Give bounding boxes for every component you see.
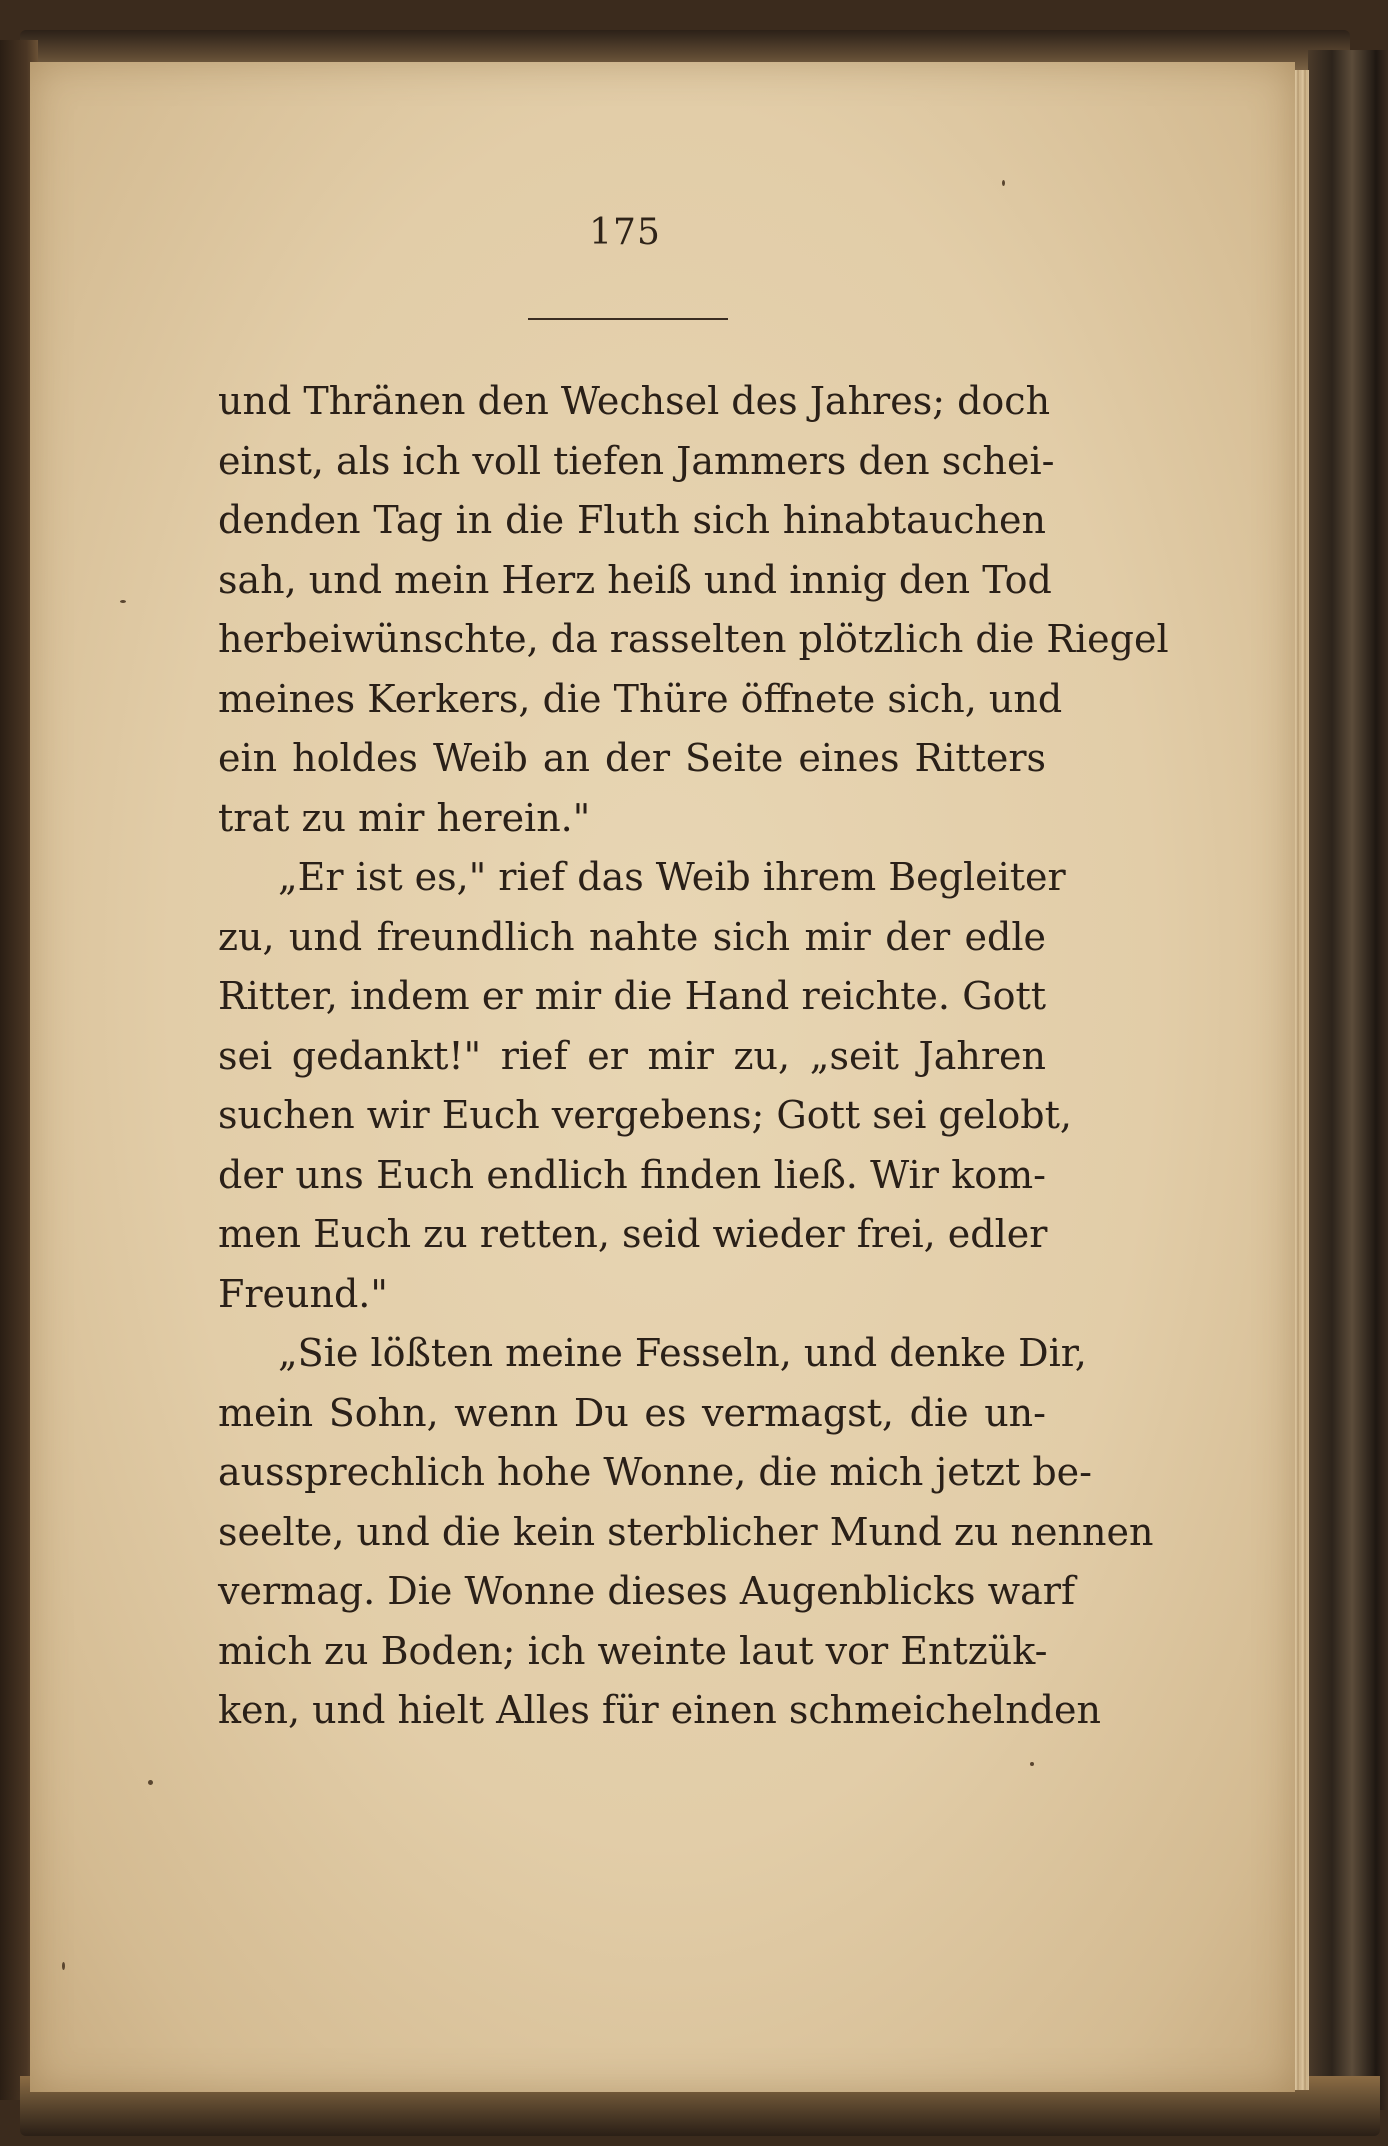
text-line: Ritter, indem er mir die Hand reichte. Gott bbox=[218, 974, 1046, 1018]
text-line: und Thränen den Wechsel des Jahres; doch bbox=[218, 379, 1051, 423]
text-line: sei gedankt!" rief er mir zu, „seit Jahren bbox=[218, 1033, 1046, 1078]
text-line: mich zu Boden; ich weinte laut vor Entzük- bbox=[218, 1628, 1048, 1673]
text-line: aussprechlich hohe Wonne, die mich jetzt be- bbox=[218, 1450, 1092, 1494]
text-line: seelte, und die kein sterblicher Mund zu nennen bbox=[218, 1509, 1154, 1554]
text-line: ken, und hielt Alles für einen schmeichelnden bbox=[218, 1688, 1101, 1732]
page-number: 175 bbox=[589, 212, 661, 253]
body-text bbox=[218, 372, 1169, 1741]
text-line: denden Tag in die Fluth sich hinabtauchen bbox=[218, 498, 1046, 542]
text-line: einst, als ich voll tiefen Jammers den schei- bbox=[218, 438, 1055, 483]
text-line: „Er ist es," rief das Weib ihrem Begleiter bbox=[278, 855, 1066, 899]
text-line: ein holdes Weib an der Seite eines Ritters bbox=[218, 736, 1046, 780]
text-line: „Sie lößten meine Fesseln, und denke Dir, bbox=[278, 1331, 1087, 1375]
book-spine bbox=[1308, 50, 1388, 2110]
page-number-rule bbox=[528, 318, 728, 320]
text-line: herbeiwünschte, da rasselten plötzlich die Riegel bbox=[218, 617, 1169, 661]
text-line: suchen wir Euch vergebens; Gott sei gelobt, bbox=[218, 1093, 1072, 1137]
text-line: mein Sohn, wenn Du es vermagst, die un- bbox=[218, 1390, 1046, 1435]
text-line: sah, und mein Herz heiß und innig den Tod bbox=[218, 557, 1052, 602]
text-line: der uns Euch endlich finden ließ. Wir kom- bbox=[218, 1152, 1046, 1197]
text-line: Freund." bbox=[218, 1271, 388, 1316]
text-line: zu, und freundlich nahte sich mir der edle bbox=[218, 914, 1046, 959]
text-line: vermag. Die Wonne dieses Augenblicks warf bbox=[218, 1569, 1076, 1613]
text-line: trat zu mir herein." bbox=[218, 795, 591, 840]
text-line: men Euch zu retten, seid wieder frei, edler bbox=[218, 1212, 1048, 1256]
text-line: meines Kerkers, die Thüre öffnete sich, und bbox=[218, 676, 1063, 721]
